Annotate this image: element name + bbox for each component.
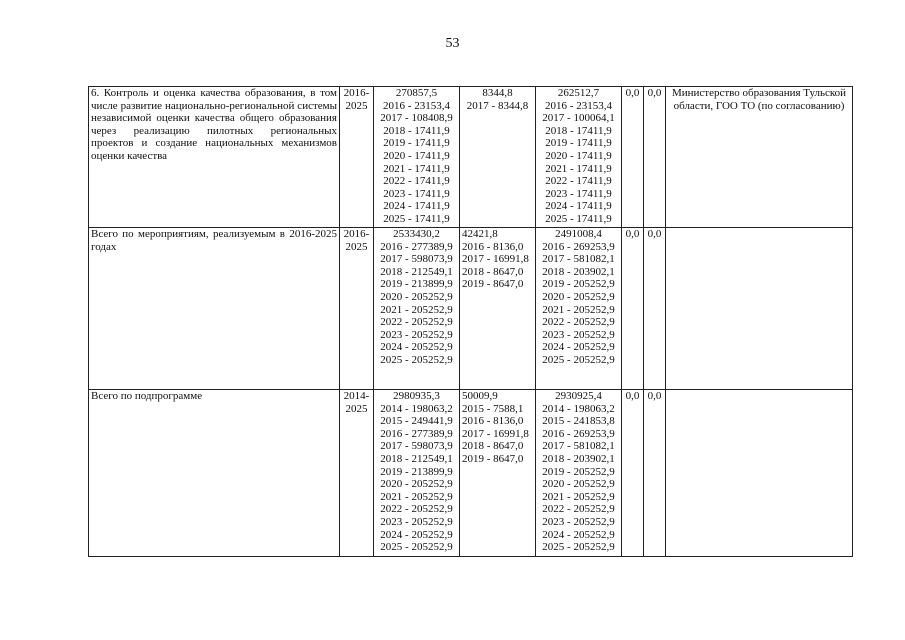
period-text: 2016- <box>343 87 370 99</box>
total-funding-cell <box>374 228 460 390</box>
funding-year-value: 2023 - 205252,9 <box>380 515 453 528</box>
funding-year-value: 2022 - 205252,9 <box>380 316 453 329</box>
funding-year-value: 2016 - 23153,4 <box>383 99 450 112</box>
funding-year-value: 2022 - 17411,9 <box>545 175 612 188</box>
period-text: 2025 <box>345 402 368 415</box>
funding-total-value: 2533430,2 <box>393 228 440 240</box>
funding-year-value: 2019 - 213899,9 <box>380 465 453 478</box>
funding-total-value: 8344,8 <box>482 87 513 99</box>
funding-year-value: 2021 - 17411,9 <box>383 162 450 175</box>
other-funding-cell: 0,0 <box>644 87 666 228</box>
funding-year-value: 2017 - 581082,1 <box>542 440 615 453</box>
funding-year-value: 2020 - 17411,9 <box>383 149 450 162</box>
funding-year-value: 2025 - 205252,9 <box>542 541 615 554</box>
funding-year-value: 2025 - 205252,9 <box>542 353 615 366</box>
funding-total-value: 2930925,4 <box>555 390 602 402</box>
funding-year-value: 2018 - 8647,0 <box>462 265 524 278</box>
funding-year-value: 2025 - 17411,9 <box>545 212 612 225</box>
funding-year-value: 2024 - 205252,9 <box>542 341 615 354</box>
funding-year-value: 2016 - 269253,9 <box>542 427 615 440</box>
regional-funding-cell <box>536 87 622 228</box>
funding-year-value: 2025 - 205252,9 <box>380 541 453 554</box>
funding-year-value: 2024 - 17411,9 <box>545 200 612 213</box>
funding-year-value: 2019 - 8647,0 <box>462 278 524 291</box>
funding-year-value: 2016 - 8136,0 <box>462 240 524 253</box>
funding-year-value: 2020 - 205252,9 <box>542 290 615 303</box>
funding-year-value: 2021 - 205252,9 <box>542 303 615 316</box>
funding-year-value: 2019 - 17411,9 <box>383 137 450 150</box>
local-funding-cell: 0,0 <box>622 228 644 390</box>
funding-year-value: 2024 - 17411,9 <box>383 200 450 213</box>
funding-year-value: 2019 - 8647,0 <box>462 452 524 465</box>
funding-year-value: 2024 - 205252,9 <box>542 528 615 541</box>
funding-year-value: 2016 - 277389,9 <box>380 427 453 440</box>
funding-year-value: 2017 - 108408,9 <box>380 112 453 125</box>
funding-year-value: 2019 - 213899,9 <box>380 278 453 291</box>
funding-year-value: 2020 - 205252,9 <box>380 290 453 303</box>
funding-year-value: 2017 - 16991,8 <box>462 253 529 266</box>
funding-year-value: 2014 - 198063,2 <box>542 402 615 415</box>
period-cell <box>340 390 374 557</box>
funding-year-value: 2022 - 205252,9 <box>380 503 453 516</box>
funding-year-value: 2017 - 581082,1 <box>542 253 615 266</box>
funding-year-value: 2022 - 205252,9 <box>542 503 615 516</box>
funding-year-value: 2018 - 8647,0 <box>462 440 524 453</box>
funding-year-value: 2024 - 205252,9 <box>380 528 453 541</box>
total-funding-cell <box>374 390 460 557</box>
period-cell <box>340 228 374 390</box>
measure-name: 6. Контроль и оценка качества образования, в том числе развитие национально-региональной системы независимой оценки качества общего образования через реализацию пилотных региональных проектов и создание национальных механизмов оценки качества <box>89 87 340 228</box>
period-text: 2025 <box>345 99 368 112</box>
funding-year-value: 2016 - 277389,9 <box>380 240 453 253</box>
funding-year-value: 2023 - 17411,9 <box>545 187 612 200</box>
funding-total-value: 2491008,4 <box>555 228 602 240</box>
period-text: 2014- <box>343 390 370 402</box>
funding-total-value: 270857,5 <box>395 87 438 99</box>
funding-year-value: 2018 - 212549,1 <box>380 265 453 278</box>
measure-name: Всего по мероприятиям, реализуемым в 2016-2025 годах <box>89 228 340 390</box>
table-row <box>89 390 853 557</box>
funding-total-value: 50009,9 <box>462 390 498 402</box>
funding-year-value: 2018 - 212549,1 <box>380 452 453 465</box>
funding-year-value: 2020 - 205252,9 <box>542 478 615 491</box>
total-funding-cell <box>374 87 460 228</box>
funding-total-value: 262512,7 <box>557 87 600 99</box>
federal-funding-cell <box>460 390 536 557</box>
regional-funding-cell <box>536 228 622 390</box>
funding-year-value: 2022 - 205252,9 <box>542 316 615 329</box>
local-funding-cell: 0,0 <box>622 87 644 228</box>
funding-year-value: 2023 - 17411,9 <box>383 187 450 200</box>
funding-year-value: 2025 - 205252,9 <box>380 353 453 366</box>
funding-year-value: 2015 - 241853,8 <box>542 415 615 428</box>
funding-year-value: 2017 - 16991,8 <box>462 427 529 440</box>
funding-year-value: 2020 - 17411,9 <box>545 149 612 162</box>
funding-total-value: 42421,8 <box>462 228 498 240</box>
funding-year-value: 2023 - 205252,9 <box>542 515 615 528</box>
funding-year-value: 2021 - 205252,9 <box>380 490 453 503</box>
funding-year-value: 2021 - 17411,9 <box>545 162 612 175</box>
period-text: 2025 <box>345 240 368 253</box>
funding-year-value: 2019 - 205252,9 <box>542 278 615 291</box>
funding-year-value: 2017 - 598073,9 <box>380 440 453 453</box>
funding-year-value: 2016 - 8136,0 <box>462 415 524 428</box>
funding-year-value: 2016 - 269253,9 <box>542 240 615 253</box>
funding-year-value: 2020 - 205252,9 <box>380 478 453 491</box>
regional-funding-cell <box>536 390 622 557</box>
other-funding-cell: 0,0 <box>644 390 666 557</box>
other-funding-cell: 0,0 <box>644 228 666 390</box>
federal-funding-cell <box>460 87 536 228</box>
page-number: 53 <box>445 36 460 51</box>
budget-table <box>88 86 853 557</box>
executor-cell <box>666 228 853 390</box>
funding-year-value: 2018 - 203902,1 <box>542 452 615 465</box>
funding-year-value: 2015 - 249441,9 <box>380 415 453 428</box>
funding-year-value: 2023 - 205252,9 <box>380 328 453 341</box>
executor-cell <box>666 390 853 557</box>
funding-year-value: 2019 - 17411,9 <box>545 137 612 150</box>
funding-year-value: 2015 - 7588,1 <box>462 402 524 415</box>
executor-cell: Министерство образования Тульской области, ГОО ТО (по согласованию) <box>666 87 853 228</box>
funding-year-value: 2025 - 17411,9 <box>383 212 450 225</box>
table-row <box>89 87 853 228</box>
funding-year-value: 2024 - 205252,9 <box>380 341 453 354</box>
funding-year-value: 2017 - 598073,9 <box>380 253 453 266</box>
period-text: 2016- <box>343 228 370 240</box>
funding-year-value: 2017 - 8344,8 <box>466 99 529 112</box>
funding-year-value: 2014 - 198063,2 <box>380 402 453 415</box>
funding-total-value: 2980935,3 <box>393 390 440 402</box>
funding-year-value: 2018 - 17411,9 <box>383 124 450 137</box>
funding-year-value: 2021 - 205252,9 <box>542 490 615 503</box>
period-cell <box>340 87 374 228</box>
local-funding-cell: 0,0 <box>622 390 644 557</box>
funding-year-value: 2021 - 205252,9 <box>380 303 453 316</box>
funding-year-value: 2018 - 17411,9 <box>545 124 612 137</box>
funding-year-value: 2019 - 205252,9 <box>542 465 615 478</box>
table-row <box>89 228 853 390</box>
funding-year-value: 2016 - 23153,4 <box>545 99 612 112</box>
funding-year-value: 2023 - 205252,9 <box>542 328 615 341</box>
funding-year-value: 2018 - 203902,1 <box>542 265 615 278</box>
measure-name: Всего по подпрограмме <box>89 390 340 557</box>
funding-year-value: 2017 - 100064,1 <box>542 112 615 125</box>
federal-funding-cell <box>460 228 536 390</box>
funding-year-value: 2022 - 17411,9 <box>383 175 450 188</box>
